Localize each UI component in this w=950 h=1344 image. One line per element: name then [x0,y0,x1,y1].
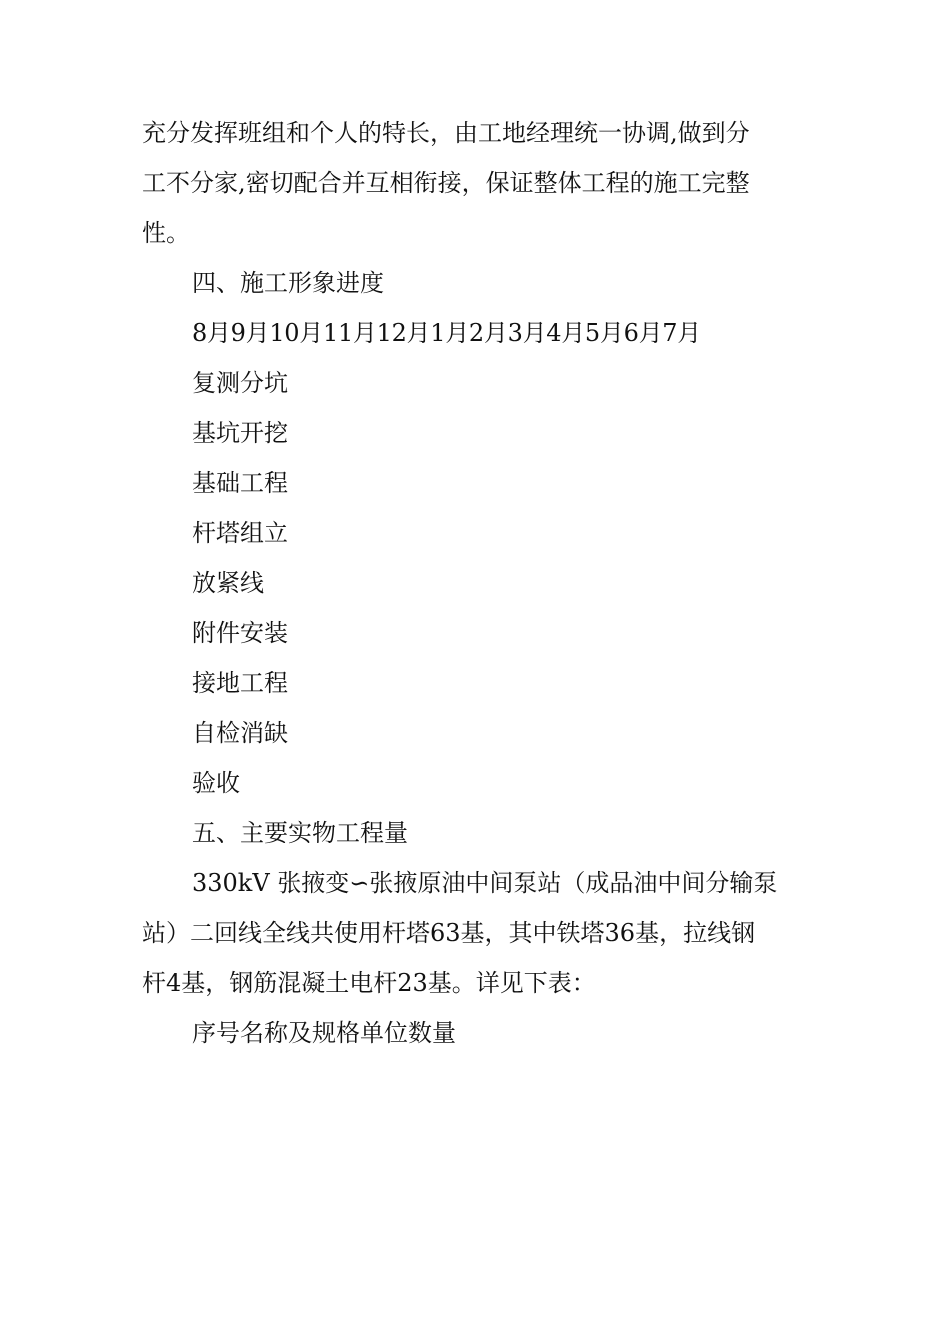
section-heading: 四、施工形象进度 [192,269,384,297]
section-heading: 五、主要实物工程量 [192,819,408,847]
body-text-line: 站）二回线全线共使用杆塔63基，其中铁塔36基，拉线钢 [142,919,756,947]
task-item: 自检消缺 [192,719,288,747]
month-timeline: 8月9月10月11月12月1月2月3月4月5月6月7月 [192,319,701,347]
task-item: 复测分坑 [192,369,288,397]
task-item: 基础工程 [192,469,288,497]
task-item: 附件安装 [192,619,288,647]
task-item: 验收 [192,769,240,797]
task-item: 接地工程 [192,669,288,697]
body-text-line: 杆4基，钢筋混凝土电杆23基。详见下表： [142,969,596,997]
task-item: 基坑开挖 [192,419,288,447]
body-text-line: 330kV 张掖变∽张掖原油中间泵站（成品油中间分输泵 [192,869,778,897]
body-text-line: 工不分家,密切配合并互相衔接，保证整体工程的施工完整 [142,169,750,197]
task-item: 杆塔组立 [192,519,288,547]
body-text-line: 性。 [142,219,190,247]
task-item: 放紧线 [192,569,264,597]
body-text-line: 充分发挥班组和个人的特长，由工地经理统一协调,做到分 [142,119,750,147]
table-header-text: 序号名称及规格单位数量 [192,1019,456,1047]
